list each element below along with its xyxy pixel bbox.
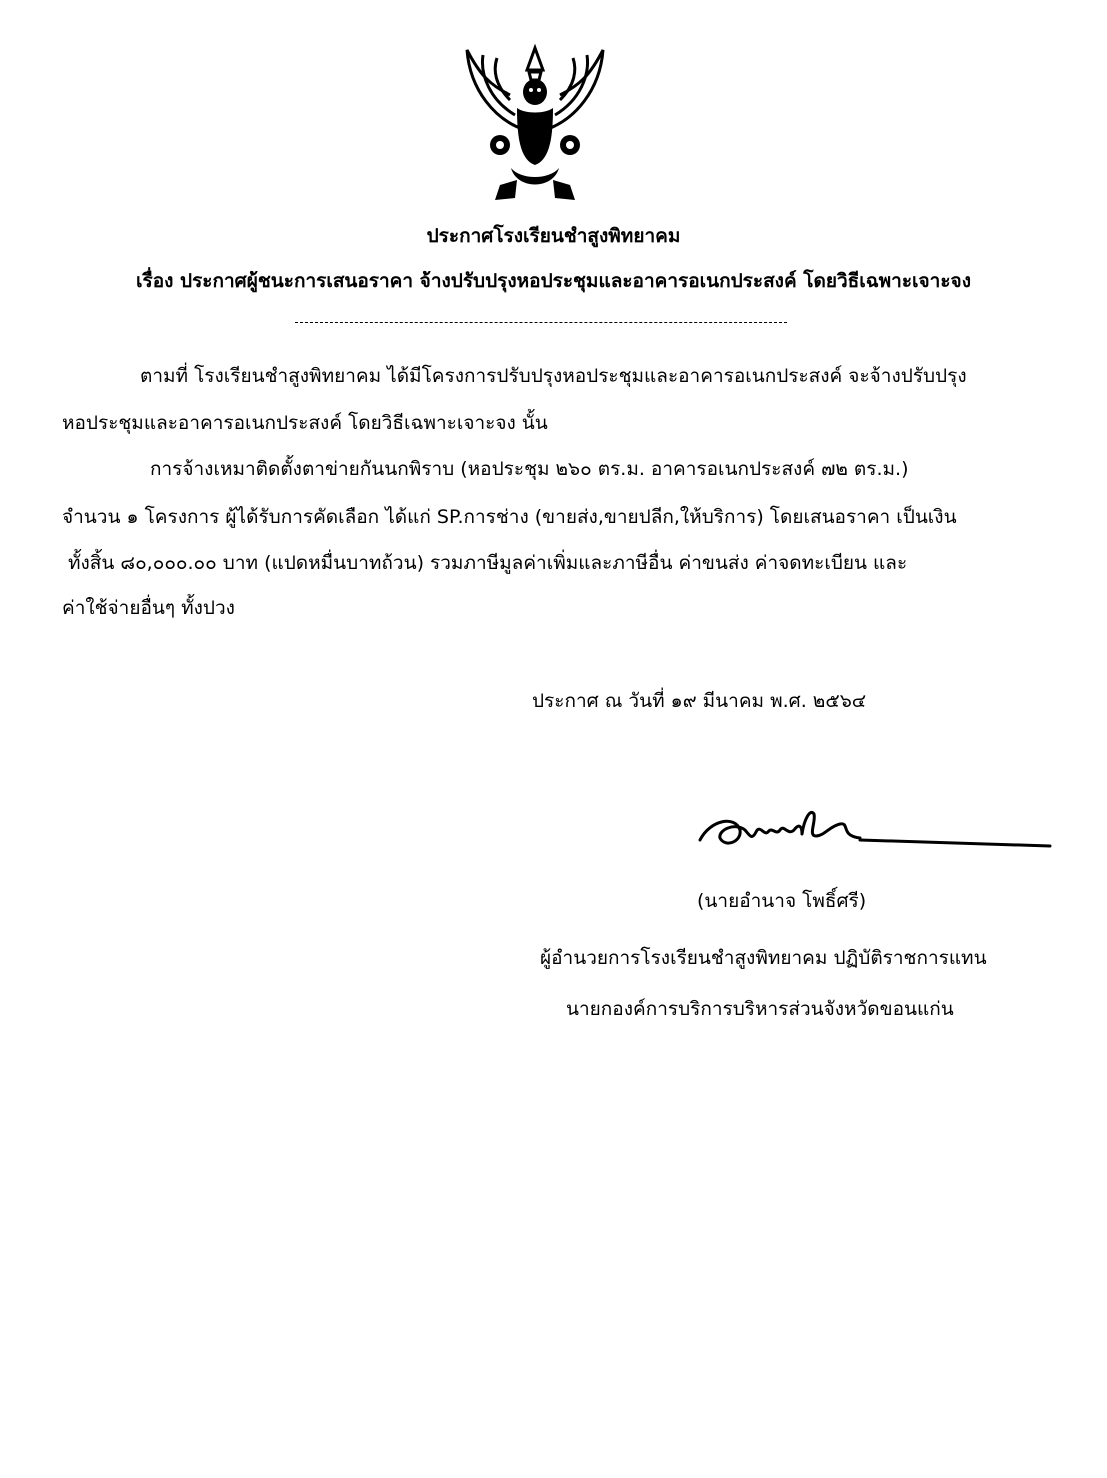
paragraph-1-line-1: ตามที่ โรงเรียนชำสูงพิทยาคม ได้มีโครงการปรับปรุงหอประชุมและอาคารอเนกประสงค์ จะจ้างปรับปรุง [140,365,967,387]
paragraph-2-line-1: การจ้างเหมาติดตั้งตาข่ายกันนกพิราบ (หอประชุม ๒๖๐ ตร.ม. อาคารอเนกประสงค์ ๗๒ ตร.ม.) [150,458,909,480]
divider-line [295,322,787,323]
announcement-title: ประกาศโรงเรียนชำสูงพิทยาคม [426,225,681,247]
paragraph-2-line-2: จำนวน ๑ โครงการ ผู้ได้รับการคัดเลือก ได้แก่ SP.การช่าง (ขายส่ง,ขายปลีก,ให้บริการ) โดยเสนอราคา เป็นเงิน [62,506,957,528]
paragraph-2-line-4: ค่าใช้จ่ายอื่นๆ ทั้งปวง [62,597,235,619]
signer-position-1: ผู้อำนวยการโรงเรียนชำสูงพิทยาคม ปฏิบัติราชการแทน [540,947,987,969]
signer-name: (นายอำนาจ โพธิ์ศรี) [697,890,867,912]
announcement-date: ประกาศ ณ วันที่ ๑๙ มีนาคม พ.ศ. ๒๕๖๔ [532,690,867,712]
announcement-subject: เรื่อง ประกาศผู้ชนะการเสนอราคา จ้างปรับปรุงหอประชุมและอาคารอเนกประสงค์ โดยวิธีเฉพาะเจาะจง [136,270,971,292]
paragraph-1-line-2: หอประชุมและอาคารอเนกประสงค์ โดยวิธีเฉพาะเจาะจง นั้น [62,412,548,434]
handwritten-signature-icon [690,800,1060,860]
paragraph-2-line-3: ทั้งสิ้น ๘๐,๐๐๐.๐๐ บาท (แปดหมื่นบาทถ้วน) รวมภาษีมูลค่าเพิ่มและภาษีอื่น ค่าขนส่ง ค่าจดทะเบียน และ [68,552,908,574]
garuda-emblem-icon [455,40,615,220]
signer-position-2: นายกองค์การบริการบริหารส่วนจังหวัดขอนแก่น [566,998,954,1020]
